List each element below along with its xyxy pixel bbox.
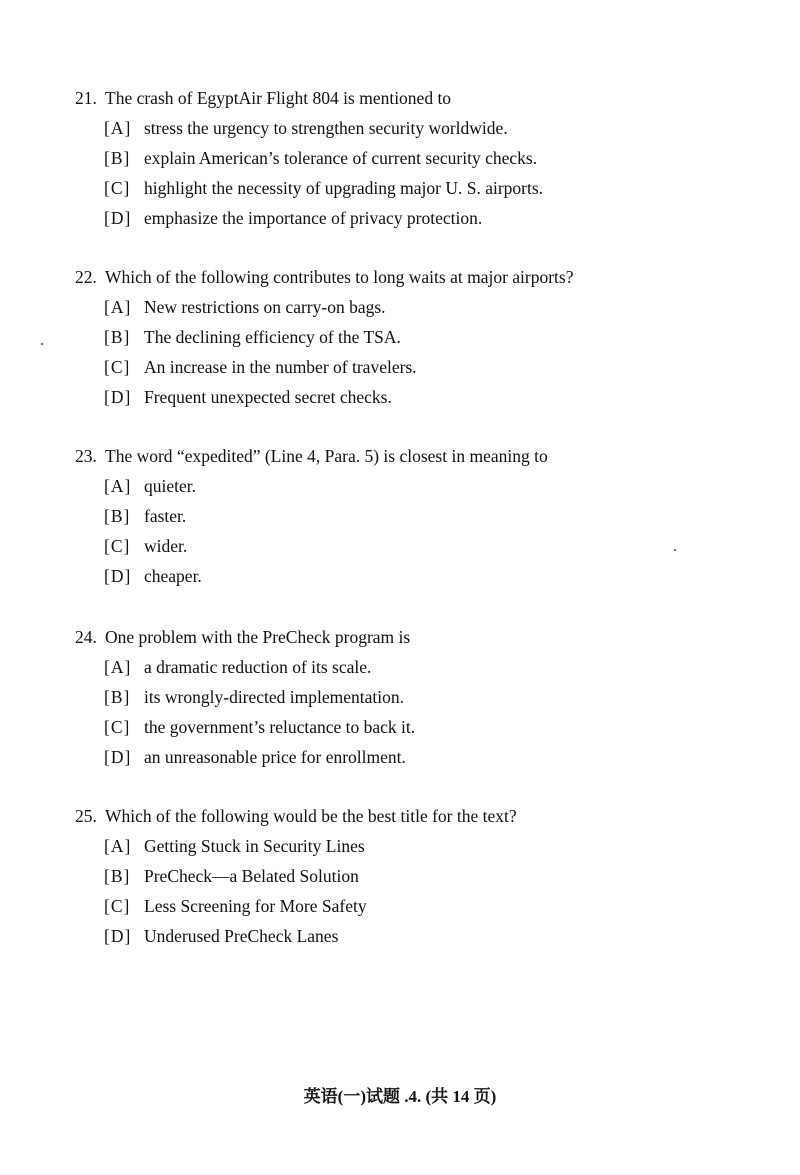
question-text: Which of the following would be the best title for the text? xyxy=(105,806,517,826)
option-a xyxy=(75,656,775,678)
option-letter: [A] xyxy=(104,476,132,496)
question-number: 21. xyxy=(75,88,97,108)
scan-speck xyxy=(674,549,676,551)
option-text: explain American’s tolerance of current security checks. xyxy=(144,148,538,168)
question-stem xyxy=(75,445,775,467)
page-footer: 英语(一)试题 .4. (共 14 页) xyxy=(303,1087,497,1106)
option-b xyxy=(75,505,775,527)
option-text: Underused PreCheck Lanes xyxy=(144,926,339,946)
option-letter: [A] xyxy=(104,836,132,856)
option-text: emphasize the importance of privacy protection. xyxy=(144,208,483,228)
option-letter: [B] xyxy=(104,506,131,526)
question-24 xyxy=(75,626,775,768)
question-number: 24. xyxy=(75,627,97,647)
option-c xyxy=(75,356,775,378)
option-text: an unreasonable price for enrollment. xyxy=(144,747,406,767)
option-text: a dramatic reduction of its scale. xyxy=(144,657,372,677)
scan-speck xyxy=(41,343,43,345)
option-letter: [D] xyxy=(104,208,132,228)
question-stem xyxy=(75,805,775,827)
option-a xyxy=(75,117,775,139)
question-text: Which of the following contributes to long waits at major airports? xyxy=(105,267,574,287)
question-number: 23. xyxy=(75,446,97,466)
option-text: stress the urgency to strengthen security worldwide. xyxy=(144,118,508,138)
option-letter: [C] xyxy=(104,536,131,556)
option-letter: [A] xyxy=(104,297,132,317)
option-text: quieter. xyxy=(144,476,196,496)
option-letter: [C] xyxy=(104,357,131,377)
option-list xyxy=(75,656,775,768)
option-letter: [B] xyxy=(104,148,131,168)
question-21 xyxy=(75,87,775,229)
option-c xyxy=(75,177,775,199)
option-list xyxy=(75,296,775,408)
option-d xyxy=(75,925,775,947)
option-list xyxy=(75,475,775,587)
option-a xyxy=(75,835,775,857)
option-text: faster. xyxy=(144,506,187,526)
option-d xyxy=(75,565,775,587)
option-letter: [D] xyxy=(104,387,132,407)
option-letter: [A] xyxy=(104,118,132,138)
option-letter: [D] xyxy=(104,566,132,586)
option-list xyxy=(75,117,775,229)
option-letter: [A] xyxy=(104,657,132,677)
option-letter: [B] xyxy=(104,866,131,886)
option-c xyxy=(75,895,775,917)
option-text: The declining efficiency of the TSA. xyxy=(144,327,401,347)
option-text: An increase in the number of travelers. xyxy=(144,357,417,377)
option-letter: [D] xyxy=(104,747,132,767)
option-c xyxy=(75,716,775,738)
option-text: Frequent unexpected secret checks. xyxy=(144,387,392,407)
option-text: Getting Stuck in Security Lines xyxy=(144,836,365,856)
question-stem xyxy=(75,626,775,648)
question-25 xyxy=(75,805,775,947)
option-list xyxy=(75,835,775,947)
option-text: New restrictions on carry-on bags. xyxy=(144,297,386,317)
option-b xyxy=(75,147,775,169)
question-22 xyxy=(75,266,775,408)
option-text: the government’s reluctance to back it. xyxy=(144,717,416,737)
option-d xyxy=(75,746,775,768)
question-stem xyxy=(75,87,775,109)
option-a xyxy=(75,475,775,497)
option-letter: [C] xyxy=(104,896,131,916)
option-letter: [C] xyxy=(104,178,131,198)
option-letter: [B] xyxy=(104,687,131,707)
question-number: 25. xyxy=(75,806,97,826)
question-stem xyxy=(75,266,775,288)
option-c xyxy=(75,535,775,557)
option-text: wider. xyxy=(144,536,188,556)
option-text: highlight the necessity of upgrading major U. S. airports. xyxy=(144,178,544,198)
option-text: cheaper. xyxy=(144,566,202,586)
question-text: The word “expedited” (Line 4, Para. 5) is closest in meaning to xyxy=(105,446,548,466)
option-b xyxy=(75,865,775,887)
option-d xyxy=(75,207,775,229)
option-b xyxy=(75,326,775,348)
option-a xyxy=(75,296,775,318)
option-letter: [C] xyxy=(104,717,131,737)
question-number: 22. xyxy=(75,267,97,287)
option-text: PreCheck—a Belated Solution xyxy=(144,866,359,886)
question-text: The crash of EgyptAir Flight 804 is mentioned to xyxy=(105,88,452,108)
option-d xyxy=(75,386,775,408)
option-text: its wrongly-directed implementation. xyxy=(144,687,405,707)
option-text: Less Screening for More Safety xyxy=(144,896,367,916)
question-23 xyxy=(75,445,775,587)
option-letter: [B] xyxy=(104,327,131,347)
option-b xyxy=(75,686,775,708)
option-letter: [D] xyxy=(104,926,132,946)
question-text: One problem with the PreCheck program is xyxy=(105,627,411,647)
